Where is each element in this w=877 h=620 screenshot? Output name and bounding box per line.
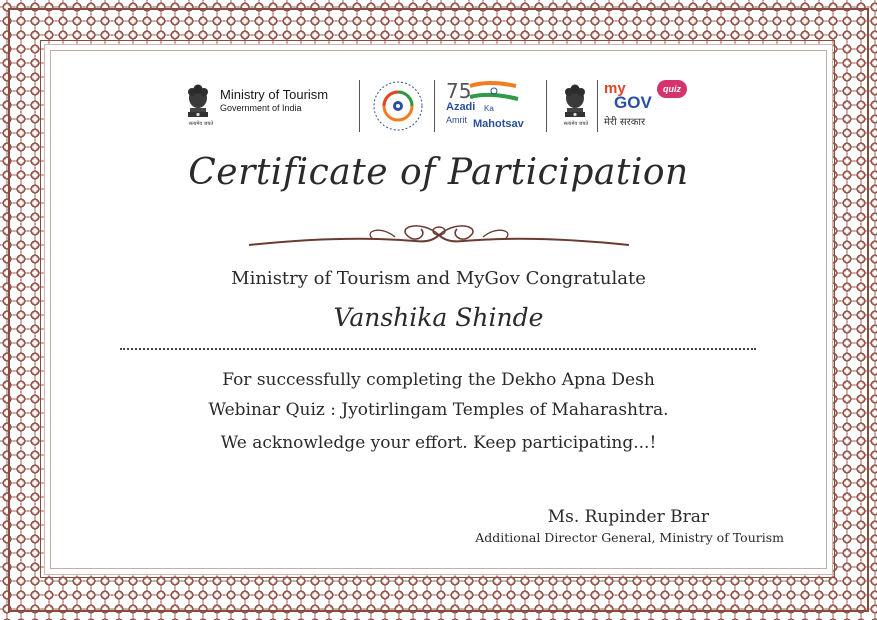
ministry-subtitle: Government of India <box>220 103 302 113</box>
emblem-caption: सत्यमेव जयते <box>563 121 589 127</box>
congratulate-line: Ministry of Tourism and MyGov Congratulate <box>231 268 646 289</box>
name-underline <box>120 348 756 350</box>
recipient-name: Vanshika Shinde <box>333 303 544 332</box>
mygov-my-text: my <box>604 80 626 97</box>
mygov-hindi-text: मेरी सरकार <box>604 117 646 128</box>
signatory-name: Ms. Rupinder Brar <box>547 507 709 527</box>
ministry-title: Ministry of Tourism <box>220 87 329 102</box>
akam-azadi-text: Azadi <box>446 101 476 113</box>
logo-separator <box>359 80 360 132</box>
logo-separator <box>546 80 547 132</box>
logo-separator <box>434 80 435 132</box>
signatory-designation: Additional Director General, Ministry of Tourism <box>475 530 784 545</box>
akam-mahotsav-text: Mahotsav <box>473 118 524 130</box>
emblem-caption: सत्यमेव जयते <box>188 121 214 127</box>
akam-amrit-text: Amrit <box>446 115 467 125</box>
ornamental-flourish-icon <box>245 217 633 251</box>
mygov-gov-text: GOV <box>614 93 652 112</box>
logo-separator <box>597 80 598 132</box>
ek-bharat-shreshtha-bharat-logo <box>370 78 426 134</box>
certificate-title: Certificate of Participation <box>188 152 689 193</box>
body-line-2: Webinar Quiz : Jyotirlingam Temples of Maharashtra. <box>208 400 669 420</box>
svg-text:75: 75 <box>446 79 472 103</box>
mygov-quiz-badge: quiz <box>657 80 687 98</box>
logo-strip <box>0 0 877 140</box>
akam-ka-text: Ka <box>484 104 494 113</box>
body-line-1: For successfully completing the Dekho Apna Desh <box>222 370 655 390</box>
body-line-3: We acknowledge your effort. Keep participating...! <box>220 433 657 453</box>
